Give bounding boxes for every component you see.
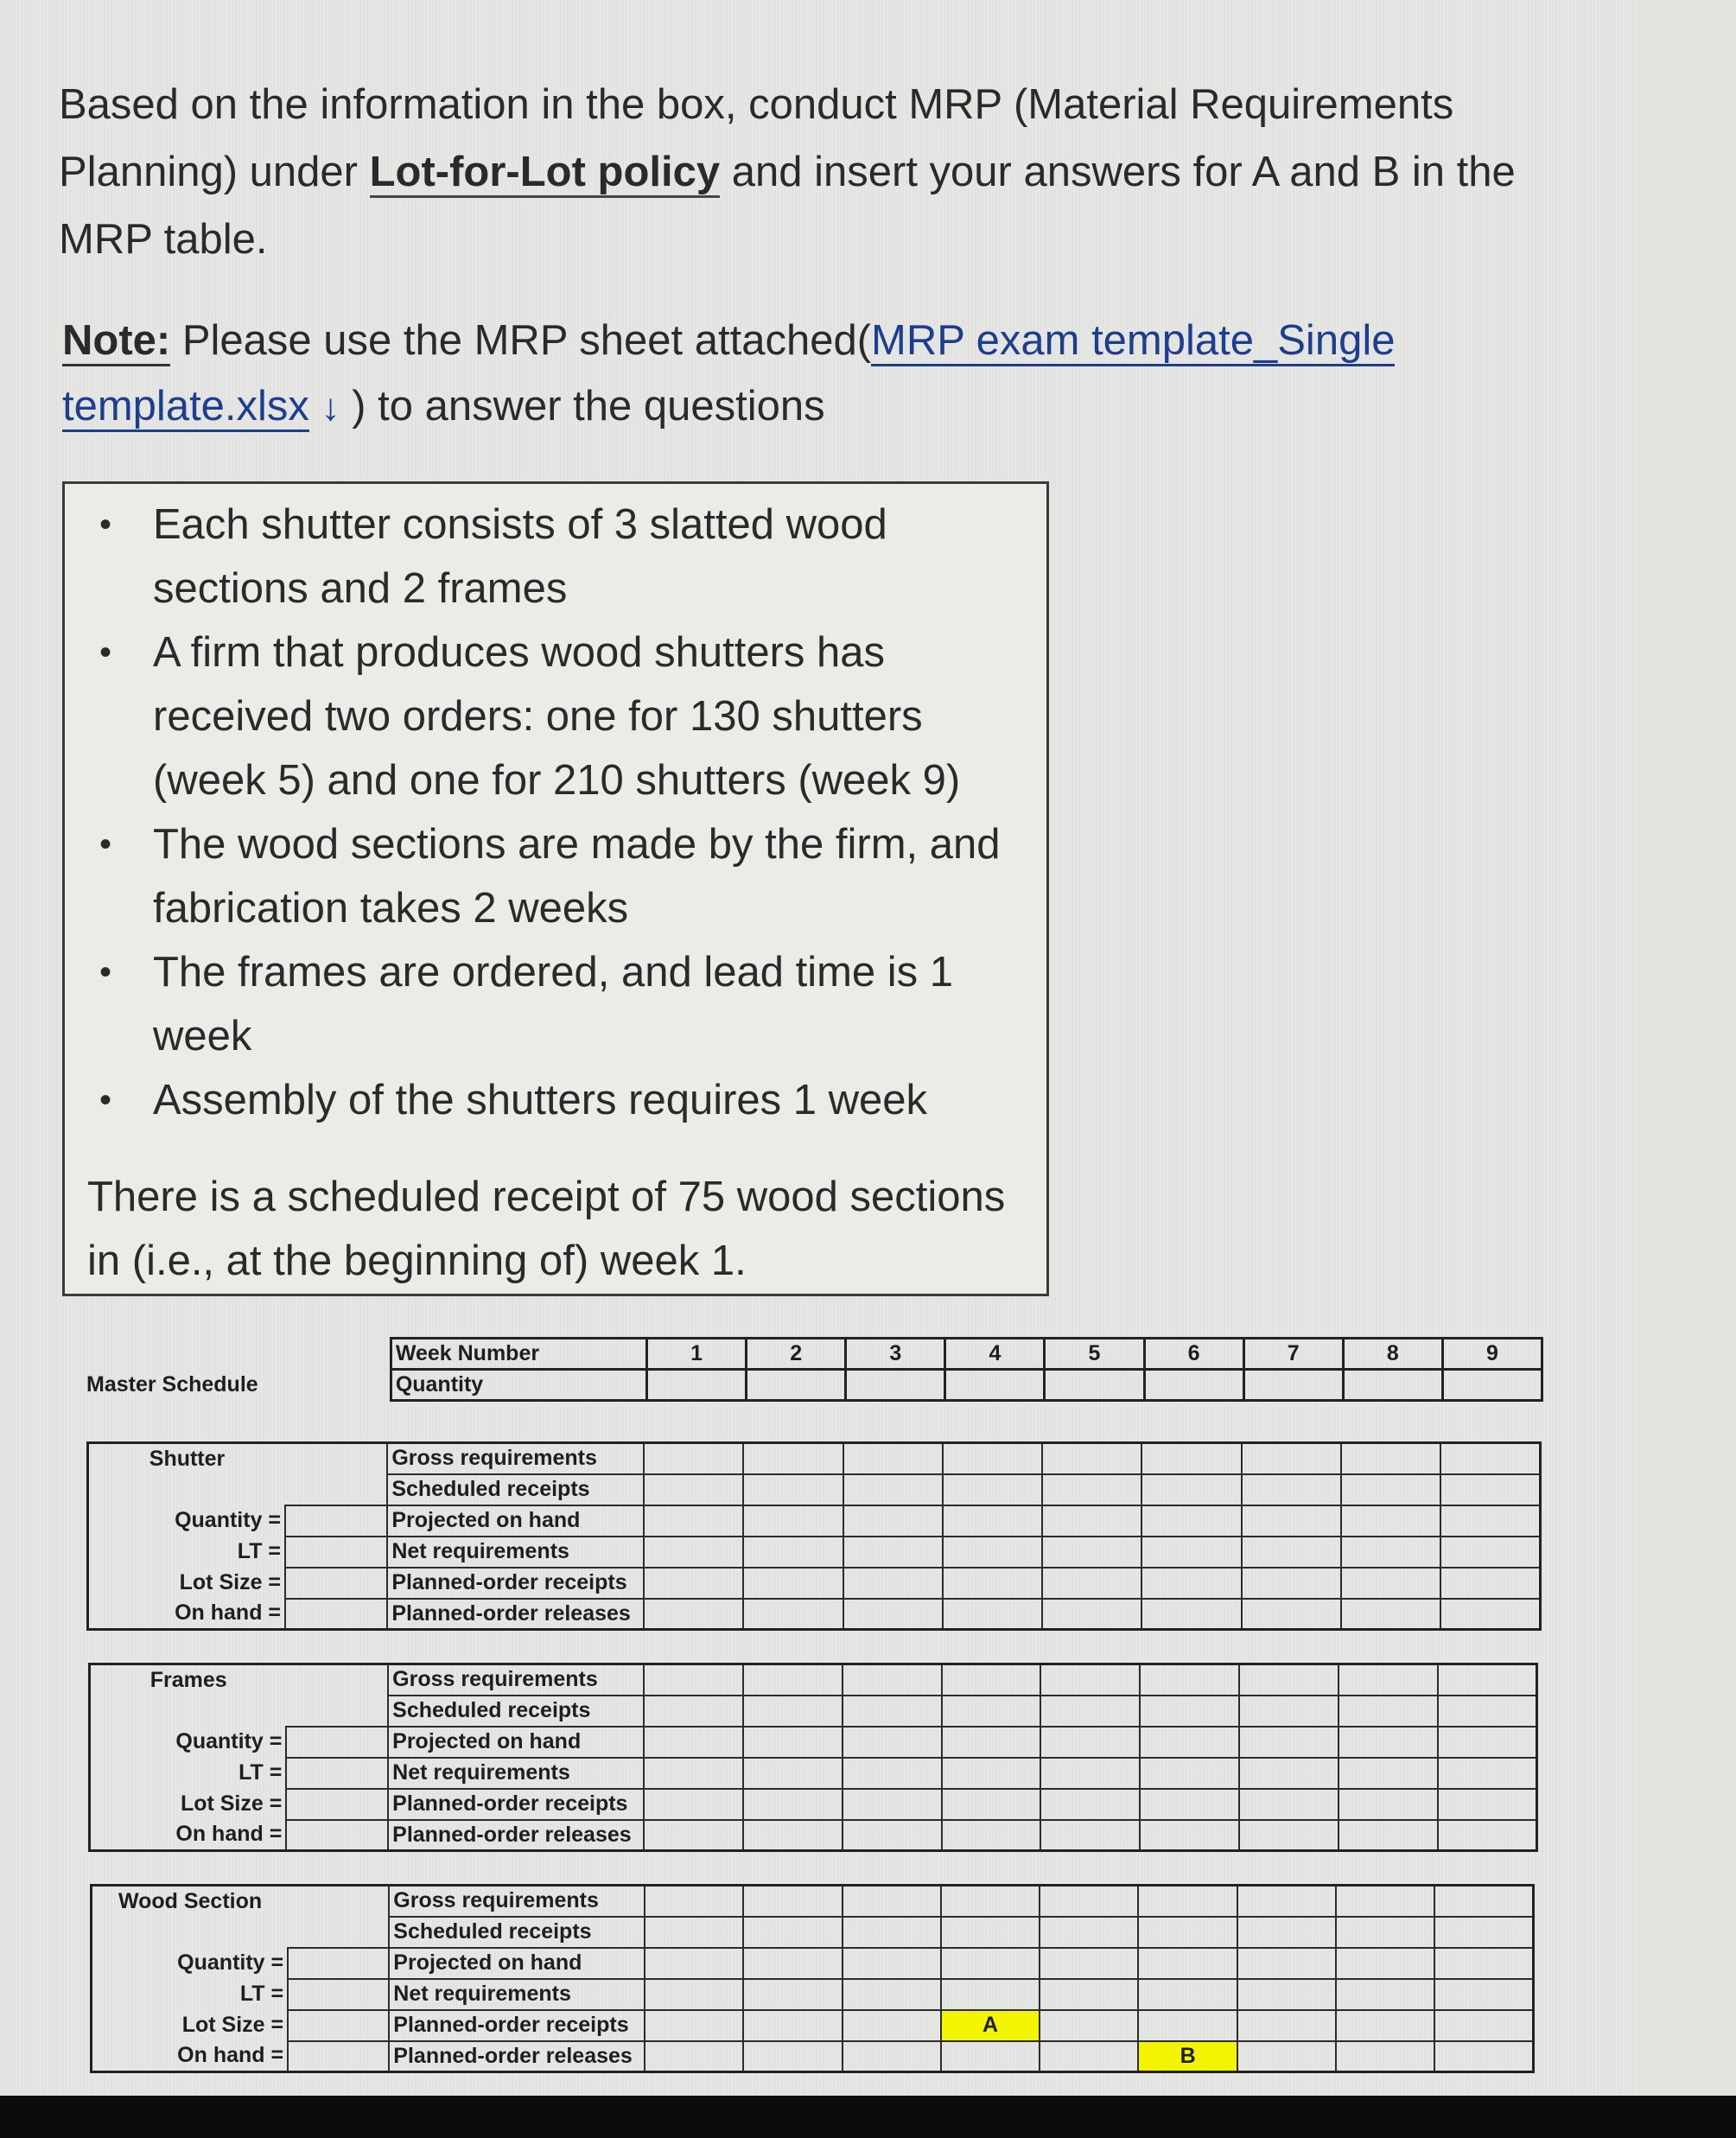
mrp-row-projected-on-hand [90,1727,1537,1758]
mrp-cell[interactable] [1040,1886,1138,1917]
item-spacer [92,1917,289,1948]
mrp-cell[interactable] [1242,1599,1341,1630]
param-spacer [288,1917,389,1948]
answer-a-cell[interactable]: A [941,2010,1040,2041]
screen-right-margin [1640,0,1736,2096]
mrp-cell[interactable] [1239,1789,1339,1820]
mrp-cell[interactable] [743,1474,843,1505]
item-spacer [88,1474,286,1505]
master-quantity-cell[interactable] [945,1370,1045,1401]
mrp-cell[interactable] [942,1820,1041,1851]
mrp-cell[interactable] [843,1696,942,1727]
mrp-cell[interactable] [743,1948,842,1979]
prompt-line-2-pre: Planning) under [59,149,370,195]
mrp-row-scheduled-receipts [90,1696,1537,1727]
download-icon[interactable]: ↓ [321,386,340,429]
bullet-icon: • [99,825,112,863]
mrp-cell[interactable] [1242,1505,1341,1537]
mrp-cell[interactable] [1040,1979,1138,2010]
row-label: Planned-order receipts [388,1789,644,1820]
mrp-cell[interactable] [1141,1599,1241,1630]
row-label: Net requirements [387,1537,644,1568]
mrp-cell[interactable] [943,1599,1042,1630]
bullet-icon: • [99,953,112,991]
mrp-cell[interactable] [1336,2010,1434,2041]
info-bullet-list [99,493,1015,1132]
mrp-row-net-requirements [92,1979,1534,2010]
mrp-cell[interactable] [843,1727,942,1758]
mrp-cell[interactable] [1138,1979,1237,2010]
mrp-cell[interactable] [644,1789,743,1820]
answer-b-cell[interactable]: B [1138,2041,1237,2072]
wood-section-mrp-table [90,1884,1535,2073]
note-paragraph [62,308,1462,441]
master-schedule-label: Master Schedule [86,1372,258,1397]
mrp-cell[interactable] [1140,1758,1239,1789]
mrp-cell[interactable] [941,1979,1040,2010]
mrp-cell[interactable] [843,1917,941,1948]
mrp-cell[interactable] [843,1443,943,1474]
side-label-lot-size: Lot Size = [180,1791,283,1816]
scheduled-receipt-note: There is a scheduled receipt of 75 wood sections in (i.e., at the beginning of) week 1. [87,1174,1006,1284]
mrp-cell[interactable] [1339,1820,1438,1851]
side-label-on-hand: On hand = [177,2043,284,2068]
mrp-cell[interactable] [1336,1917,1434,1948]
mrp-cell[interactable] [644,1758,743,1789]
mrp-cell[interactable] [941,1917,1040,1948]
mrp-cell[interactable] [743,1886,842,1917]
mrp-cell[interactable] [1237,1917,1336,1948]
master-quantity-cell[interactable] [747,1370,846,1401]
mrp-cell[interactable] [843,1886,941,1917]
prompt-line-3: MRP table. [59,216,268,263]
mrp-cell[interactable] [743,1505,843,1537]
mrp-cell[interactable] [1339,1696,1438,1727]
mrp-row-net-requirements [88,1537,1541,1568]
row-label: Projected on hand [389,1948,645,1979]
item-name: Frames [149,1667,227,1692]
mrp-cell[interactable] [1242,1443,1341,1474]
mrp-cell[interactable] [743,1820,843,1851]
row-label: Planned-order releases [387,1599,644,1630]
bullet-icon: • [99,633,112,671]
param-spacer [285,1443,387,1474]
mrp-cell[interactable] [645,2010,743,2041]
mrp-cell[interactable] [1339,1664,1438,1696]
mrp-cell[interactable] [1434,1948,1533,1979]
mrp-cell[interactable] [743,1758,843,1789]
param-input-lot-size[interactable] [285,1568,387,1599]
param-spacer [286,1664,388,1696]
mrp-cell[interactable] [644,1568,743,1599]
row-label: Scheduled receipts [387,1474,644,1505]
mrp-row-gross-requirements [88,1443,1541,1474]
mrp-cell[interactable] [743,1599,843,1630]
master-quantity-cell[interactable] [1045,1370,1144,1401]
param-input-on-hand[interactable] [288,2041,389,2072]
mrp-cell[interactable] [1239,1820,1339,1851]
bullet-icon: • [99,1081,112,1119]
mrp-cell[interactable] [644,1505,743,1537]
mrp-cell[interactable] [743,1568,843,1599]
mrp-cell[interactable] [1440,1474,1540,1505]
mrp-cell[interactable] [1140,1664,1239,1696]
mrp-cell[interactable] [943,1505,1042,1537]
row-label: Net requirements [389,1979,645,2010]
mrp-cell[interactable] [1239,1664,1339,1696]
mrp-row-planned-order-receipts [90,1789,1537,1820]
master-quantity-cell[interactable] [1243,1370,1343,1401]
info-bullet: • A firm that produces wood shutters has received two orders: one for 130 shutters (week 5) and one for 210 shutters (week 9) [99,620,1015,812]
mrp-cell[interactable] [743,1664,843,1696]
mrp-cell[interactable] [743,1789,843,1820]
row-label: Planned-order releases [389,2041,645,2072]
mrp-cell[interactable] [1042,1443,1141,1474]
side-label-quantity: Quantity = [175,1729,283,1753]
mrp-cell[interactable] [644,1696,743,1727]
mrp-cell[interactable] [843,1758,942,1789]
mrp-cell[interactable] [843,1789,942,1820]
mrp-cell[interactable] [1339,1727,1438,1758]
prompt-line-2 [59,138,1562,206]
week-header-cell: 1 [647,1339,747,1370]
mrp-cell[interactable] [1237,1886,1336,1917]
mrp-cell[interactable] [1440,1537,1540,1568]
note-text-pre: Please use the MRP sheet attached( [170,317,872,364]
mrp-cell[interactable] [1336,1948,1434,1979]
question-prompt [59,71,1562,273]
mrp-cell[interactable] [1040,1758,1140,1789]
mrp-row-scheduled-receipts [92,1917,1534,1948]
lot-for-lot-policy-term[interactable]: Lot-for-Lot policy [370,149,721,198]
mrp-cell[interactable] [1040,1917,1138,1948]
mrp-cell[interactable] [1141,1443,1241,1474]
side-label-lt: LT = [239,1982,284,2006]
mrp-cell[interactable] [1438,1727,1537,1758]
mrp-cell[interactable] [644,1727,743,1758]
mrp-cell[interactable] [941,1948,1040,1979]
item-spacer [90,1696,287,1727]
mrp-cell[interactable] [1040,1820,1140,1851]
mrp-cell[interactable] [1237,1948,1336,1979]
mrp-cell[interactable] [843,1820,942,1851]
mrp-cell[interactable] [1434,1917,1533,1948]
mrp-cell[interactable] [1140,1696,1239,1727]
mrp-cell[interactable] [1040,1948,1138,1979]
mrp-cell[interactable] [645,1979,743,2010]
info-bullet: • Assembly of the shutters requires 1 week [99,1068,1015,1132]
mrp-cell[interactable] [645,1917,743,1948]
mrp-cell[interactable] [942,1696,1041,1727]
side-label-quantity: Quantity = [175,1508,282,1532]
mrp-cell[interactable] [1140,1789,1239,1820]
mrp-cell[interactable] [1341,1599,1440,1630]
param-spacer [288,1886,389,1917]
mrp-cell[interactable] [1141,1505,1241,1537]
mrp-cell[interactable] [1141,1568,1241,1599]
mrp-cell[interactable] [645,1948,743,1979]
param-input-on-hand[interactable] [286,1820,388,1851]
side-label-on-hand: On hand = [175,1600,282,1626]
week-header-cell: 9 [1442,1339,1542,1370]
mrp-cell[interactable] [645,2041,743,2072]
row-label: Planned-order receipts [387,1568,644,1599]
mrp-cell[interactable] [1440,1505,1540,1537]
master-quantity-cell[interactable] [647,1370,747,1401]
side-label-lot-size: Lot Size = [179,1570,282,1594]
mrp-cell[interactable] [1434,1979,1533,2010]
week-header-cell: 8 [1343,1339,1442,1370]
mrp-row-scheduled-receipts [88,1474,1541,1505]
mrp-cell[interactable] [644,1443,743,1474]
mrp-template-link[interactable]: MRP exam template_Single [871,317,1395,366]
master-quantity-cell[interactable] [846,1370,945,1401]
week-header-cell: 6 [1144,1339,1243,1370]
mrp-cell[interactable] [1341,1568,1440,1599]
mrp-cell[interactable] [1040,2041,1138,2072]
mrp-cell[interactable] [644,1474,743,1505]
mrp-cell[interactable] [1138,2010,1237,2041]
mrp-cell[interactable] [743,1443,843,1474]
mrp-cell[interactable] [1438,1664,1537,1696]
mrp-cell[interactable] [843,1505,943,1537]
row-label: Projected on hand [388,1727,644,1758]
mrp-cell[interactable] [743,1727,843,1758]
mrp-cell[interactable] [941,2041,1040,2072]
mrp-cell[interactable] [1438,1758,1537,1789]
mrp-row-planned-order-releases [92,2041,1534,2072]
mrp-cell[interactable] [1341,1505,1440,1537]
mrp-cell[interactable] [943,1474,1042,1505]
mrp-cell[interactable] [843,1568,943,1599]
week-header-cell: 2 [747,1339,846,1370]
mrp-cell[interactable] [1140,1820,1239,1851]
mrp-cell[interactable] [1237,2041,1336,2072]
mrp-cell[interactable] [743,1537,843,1568]
param-spacer [285,1474,387,1505]
mrp-cell[interactable] [1237,2010,1336,2041]
param-input-lt[interactable] [286,1758,388,1789]
row-label: Gross requirements [387,1443,644,1474]
mrp-cell[interactable] [1339,1758,1438,1789]
week-number-label: Week Number [391,1339,646,1370]
param-input-on-hand[interactable] [285,1599,387,1630]
note-line-1 [62,308,1462,373]
mrp-cell[interactable] [1042,1474,1141,1505]
note-text-post: ) to answer the questions [340,383,825,430]
mrp-cell[interactable] [1140,1727,1239,1758]
mrp-cell[interactable] [1242,1537,1341,1568]
mrp-cell[interactable] [843,1948,941,1979]
mrp-cell[interactable] [942,1758,1041,1789]
mrp-cell[interactable] [1040,1664,1140,1696]
mrp-row-planned-order-releases [90,1820,1537,1851]
mrp-cell[interactable] [843,1474,943,1505]
week-header-cell: 7 [1243,1339,1343,1370]
side-label-lot-size: Lot Size = [181,2013,284,2037]
param-input-quantity[interactable] [288,1948,389,1979]
side-label-on-hand: On hand = [175,1822,283,1847]
mrp-cell[interactable] [843,1599,943,1630]
master-quantity-cell[interactable] [1343,1370,1442,1401]
mrp-cell[interactable] [1138,1917,1237,1948]
param-input-lot-size[interactable] [286,1789,388,1820]
mrp-cell[interactable] [1339,1789,1438,1820]
param-input-lt[interactable] [288,1979,389,2010]
mrp-template-link-continued[interactable]: template.xlsx [62,383,309,432]
mrp-cell[interactable] [1239,1758,1339,1789]
param-spacer [286,1696,388,1727]
mrp-cell[interactable] [843,1537,943,1568]
mrp-cell[interactable] [743,1917,842,1948]
mrp-cell[interactable] [1341,1474,1440,1505]
mrp-cell[interactable] [645,1886,743,1917]
mrp-cell[interactable] [743,1696,843,1727]
quantity-label: Quantity [391,1370,646,1401]
monitor-bezel [0,2096,1736,2138]
week-header-cell: 5 [1045,1339,1144,1370]
mrp-cell[interactable] [1341,1537,1440,1568]
note-label: Note: [62,317,170,366]
mrp-cell[interactable] [1042,1505,1141,1537]
mrp-cell[interactable] [743,2010,842,2041]
mrp-row-planned-order-receipts [92,2010,1534,2041]
param-input-lt[interactable] [285,1537,387,1568]
row-label: Planned-order receipts [389,2010,645,2041]
row-label: Planned-order releases [388,1820,644,1851]
side-label-lt: LT = [238,1760,283,1785]
mrp-cell[interactable] [644,1537,743,1568]
mrp-cell[interactable] [1440,1599,1540,1630]
mrp-row-planned-order-receipts [88,1568,1541,1599]
mrp-row-planned-order-releases [88,1599,1541,1630]
mrp-row-projected-on-hand [92,1948,1534,1979]
mrp-cell[interactable] [1438,1789,1537,1820]
mrp-cell[interactable] [644,1820,743,1851]
mrp-cell[interactable] [943,1568,1042,1599]
mrp-row-net-requirements [90,1758,1537,1789]
mrp-cell[interactable] [743,2041,842,2072]
mrp-cell[interactable] [1138,1886,1237,1917]
mrp-cell[interactable] [1336,1886,1434,1917]
mrp-cell[interactable] [843,2041,941,2072]
row-label: Gross requirements [389,1886,645,1917]
mrp-cell[interactable] [1042,1568,1141,1599]
prompt-line-2-post: and insert your answers for A and B in the [720,149,1516,195]
mrp-cell[interactable] [1440,1568,1540,1599]
mrp-cell[interactable] [1440,1443,1540,1474]
mrp-cell[interactable] [1042,1537,1141,1568]
item-name: Wood Section [118,1888,263,1913]
mrp-cell[interactable] [1438,1820,1537,1851]
info-bullet: • The wood sections are made by the firm, and fabrication takes 2 weeks [99,812,1015,940]
week-header-cell: 3 [846,1339,945,1370]
item-name: Shutter [149,1446,226,1471]
mrp-cell[interactable] [1434,1886,1533,1917]
mrp-cell[interactable] [1239,1696,1339,1727]
mrp-cell[interactable] [1438,1696,1537,1727]
mrp-row-gross-requirements [92,1886,1534,1917]
mrp-cell[interactable] [1239,1727,1339,1758]
master-quantity-cell[interactable] [1442,1370,1542,1401]
row-label: Scheduled receipts [388,1696,644,1727]
mrp-row-projected-on-hand [88,1505,1541,1537]
mrp-cell[interactable] [1242,1568,1341,1599]
note-line-2 [62,373,1462,441]
mrp-cell[interactable] [1042,1599,1141,1630]
row-label: Gross requirements [388,1664,644,1696]
master-schedule-table [83,1337,1543,1402]
mrp-cell[interactable] [843,1979,941,2010]
param-input-lot-size[interactable] [288,2010,389,2041]
mrp-cell[interactable] [843,2010,941,2041]
mrp-cell[interactable] [1434,2010,1533,2041]
mrp-cell[interactable] [942,1664,1041,1696]
mrp-cell[interactable] [1040,1789,1140,1820]
mrp-cell[interactable] [843,1664,942,1696]
mrp-cell[interactable] [942,1789,1041,1820]
shutter-mrp-table [86,1441,1542,1631]
frames-mrp-table [88,1663,1538,1852]
param-input-quantity[interactable] [286,1727,388,1758]
info-bullet: • Each shutter consists of 3 slatted wood sections and 2 frames [99,493,1015,620]
mrp-cell[interactable] [644,1664,743,1696]
mrp-cell[interactable] [1141,1474,1241,1505]
row-label: Net requirements [388,1758,644,1789]
mrp-cell[interactable] [943,1443,1042,1474]
mrp-cell[interactable] [1138,1948,1237,1979]
mrp-cell[interactable] [1040,1696,1140,1727]
mrp-row-gross-requirements [90,1664,1537,1696]
bullet-icon: • [99,506,112,544]
week-header-cell: 4 [945,1339,1045,1370]
mrp-cell[interactable] [943,1537,1042,1568]
prompt-line-1: Based on the information in the box, conduct MRP (Material Requirements [59,81,1454,128]
mrp-cell[interactable] [1237,1979,1336,2010]
mrp-cell[interactable] [1341,1443,1440,1474]
mrp-cell[interactable] [743,1979,842,2010]
mrp-cell[interactable] [1040,1727,1140,1758]
mrp-cell[interactable] [941,1886,1040,1917]
mrp-cell[interactable] [1336,1979,1434,2010]
mrp-cell[interactable] [1040,2010,1138,2041]
mrp-cell[interactable] [1336,2041,1434,2072]
param-input-quantity[interactable] [285,1505,387,1537]
side-label-lt: LT = [237,1539,282,1563]
info-bullet: • The frames are ordered, and lead time is 1 week [99,940,1015,1068]
row-label: Scheduled receipts [389,1917,645,1948]
mrp-cell[interactable] [942,1727,1041,1758]
row-label: Projected on hand [387,1505,644,1537]
mrp-cell[interactable] [1242,1474,1341,1505]
master-quantity-cell[interactable] [1144,1370,1243,1401]
mrp-cell[interactable] [644,1599,743,1630]
mrp-cell[interactable] [1141,1537,1241,1568]
side-label-quantity: Quantity = [177,1950,284,1975]
mrp-cell[interactable] [1434,2041,1533,2072]
problem-info-box [62,481,1049,1296]
